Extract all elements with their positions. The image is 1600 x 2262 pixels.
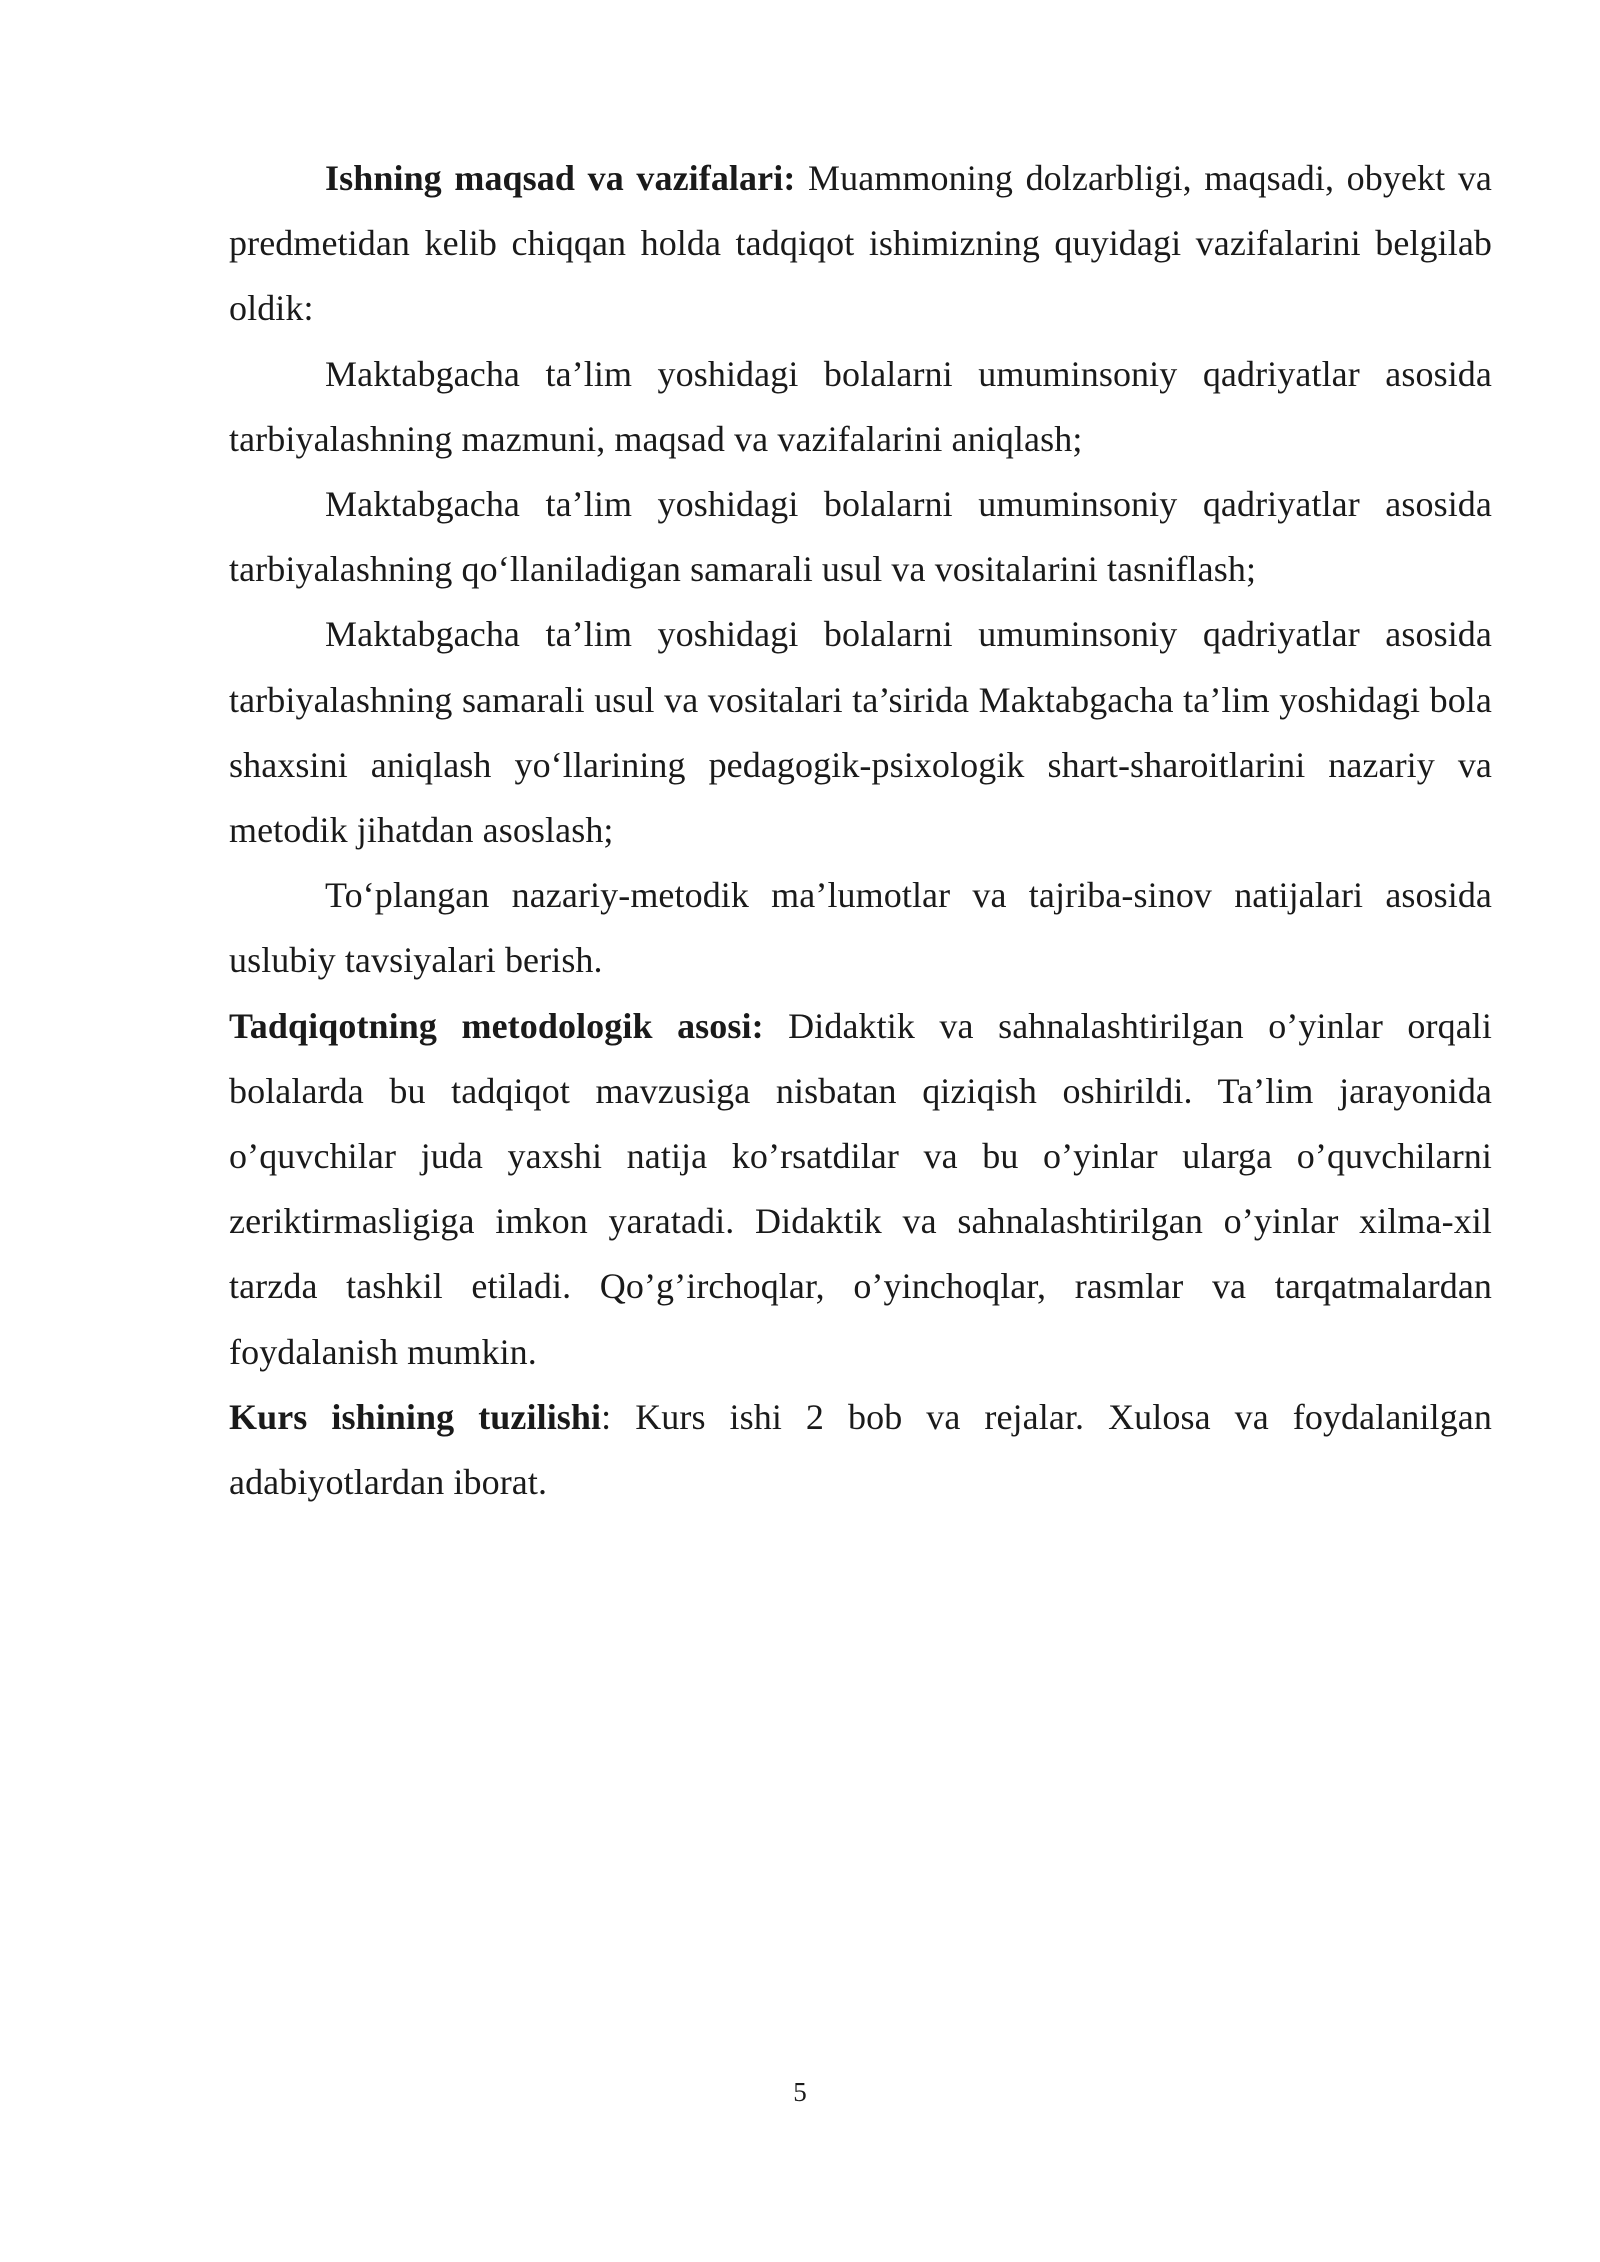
page-number: 5 [793,2077,807,2107]
heading-methodology: Tadqiqotning metodologik asosi: [229,1005,764,1046]
task-item-3 [229,602,1492,863]
paragraph-structure [229,1385,1492,1515]
paragraph-text: Didaktik va sahnalashtirilgan o’yinlar orqali bolalarda bu tadqiqot mavzusiga nisbatan qiziqish oshirildi. Ta’lim jarayonida o’quvchilar juda yaxshi natija ko’rsatdilar va bu o’yinlar ularga o’quvchilarni zeriktirmasligiga imkon yaratadi. Didaktik va sahnalashtirilgan o’yinlar xilma-xil tarzda tashkil etiladi. Qo’g’irchoqlar, o’yinchoqlar, rasmlar va tarqatmalardan foydalanish mumkin. [229,1005,1493,1372]
paragraph-text: Muammoning dolzarbligi, maqsadi, obyekt va predmetidan kelib chiqqan holda tadqiqot ishimizning quyidagi vazifalarini belgilab oldik: [229,158,1493,329]
document-body [229,146,1492,1515]
task-item-4 [229,863,1492,993]
task-item-2 [229,472,1492,602]
paragraph-text: : Kurs ishi 2 bob va rejalar. Xulosa va foydalanilgan adabiyotlardan iborat. [229,1396,1492,1503]
task-text: To‘plangan nazariy-metodik ma’lumotlar va tajriba-sinov natijalari asosida uslubiy tavsiyalari berish. [229,875,1492,981]
heading-goals-tasks: Ishning maqsad va vazifalari: [325,158,796,198]
paragraph-methodology [229,994,1492,1385]
paragraph-goals-tasks [229,146,1492,342]
task-text: Maktabgacha ta’lim yoshidagi bolalarni umuminsoniy qadriyatlar asosida tarbiyalashning mazmuni, maqsad va vazifalarini aniqlash; [229,353,1492,459]
task-text: Maktabgacha ta’lim yoshidagi bolalarni umuminsoniy qadriyatlar asosida tarbiyalashning samarali usul va vositalari ta’sirida Maktabgacha ta’lim yoshidagi bola shaxsini aniqlash yo‘llarining pedagogik-psixologik shart-sharoitlarini nazariy va metodik jihatdan asoslash; [229,614,1492,851]
heading-structure: Kurs ishining tuzilishi [229,1396,602,1437]
task-item-1 [229,342,1492,472]
task-text: Maktabgacha ta’lim yoshidagi bolalarni umuminsoniy qadriyatlar asosida tarbiyalashning qo‘llaniladigan samarali usul va vositalarini tasniflash; [229,484,1492,590]
